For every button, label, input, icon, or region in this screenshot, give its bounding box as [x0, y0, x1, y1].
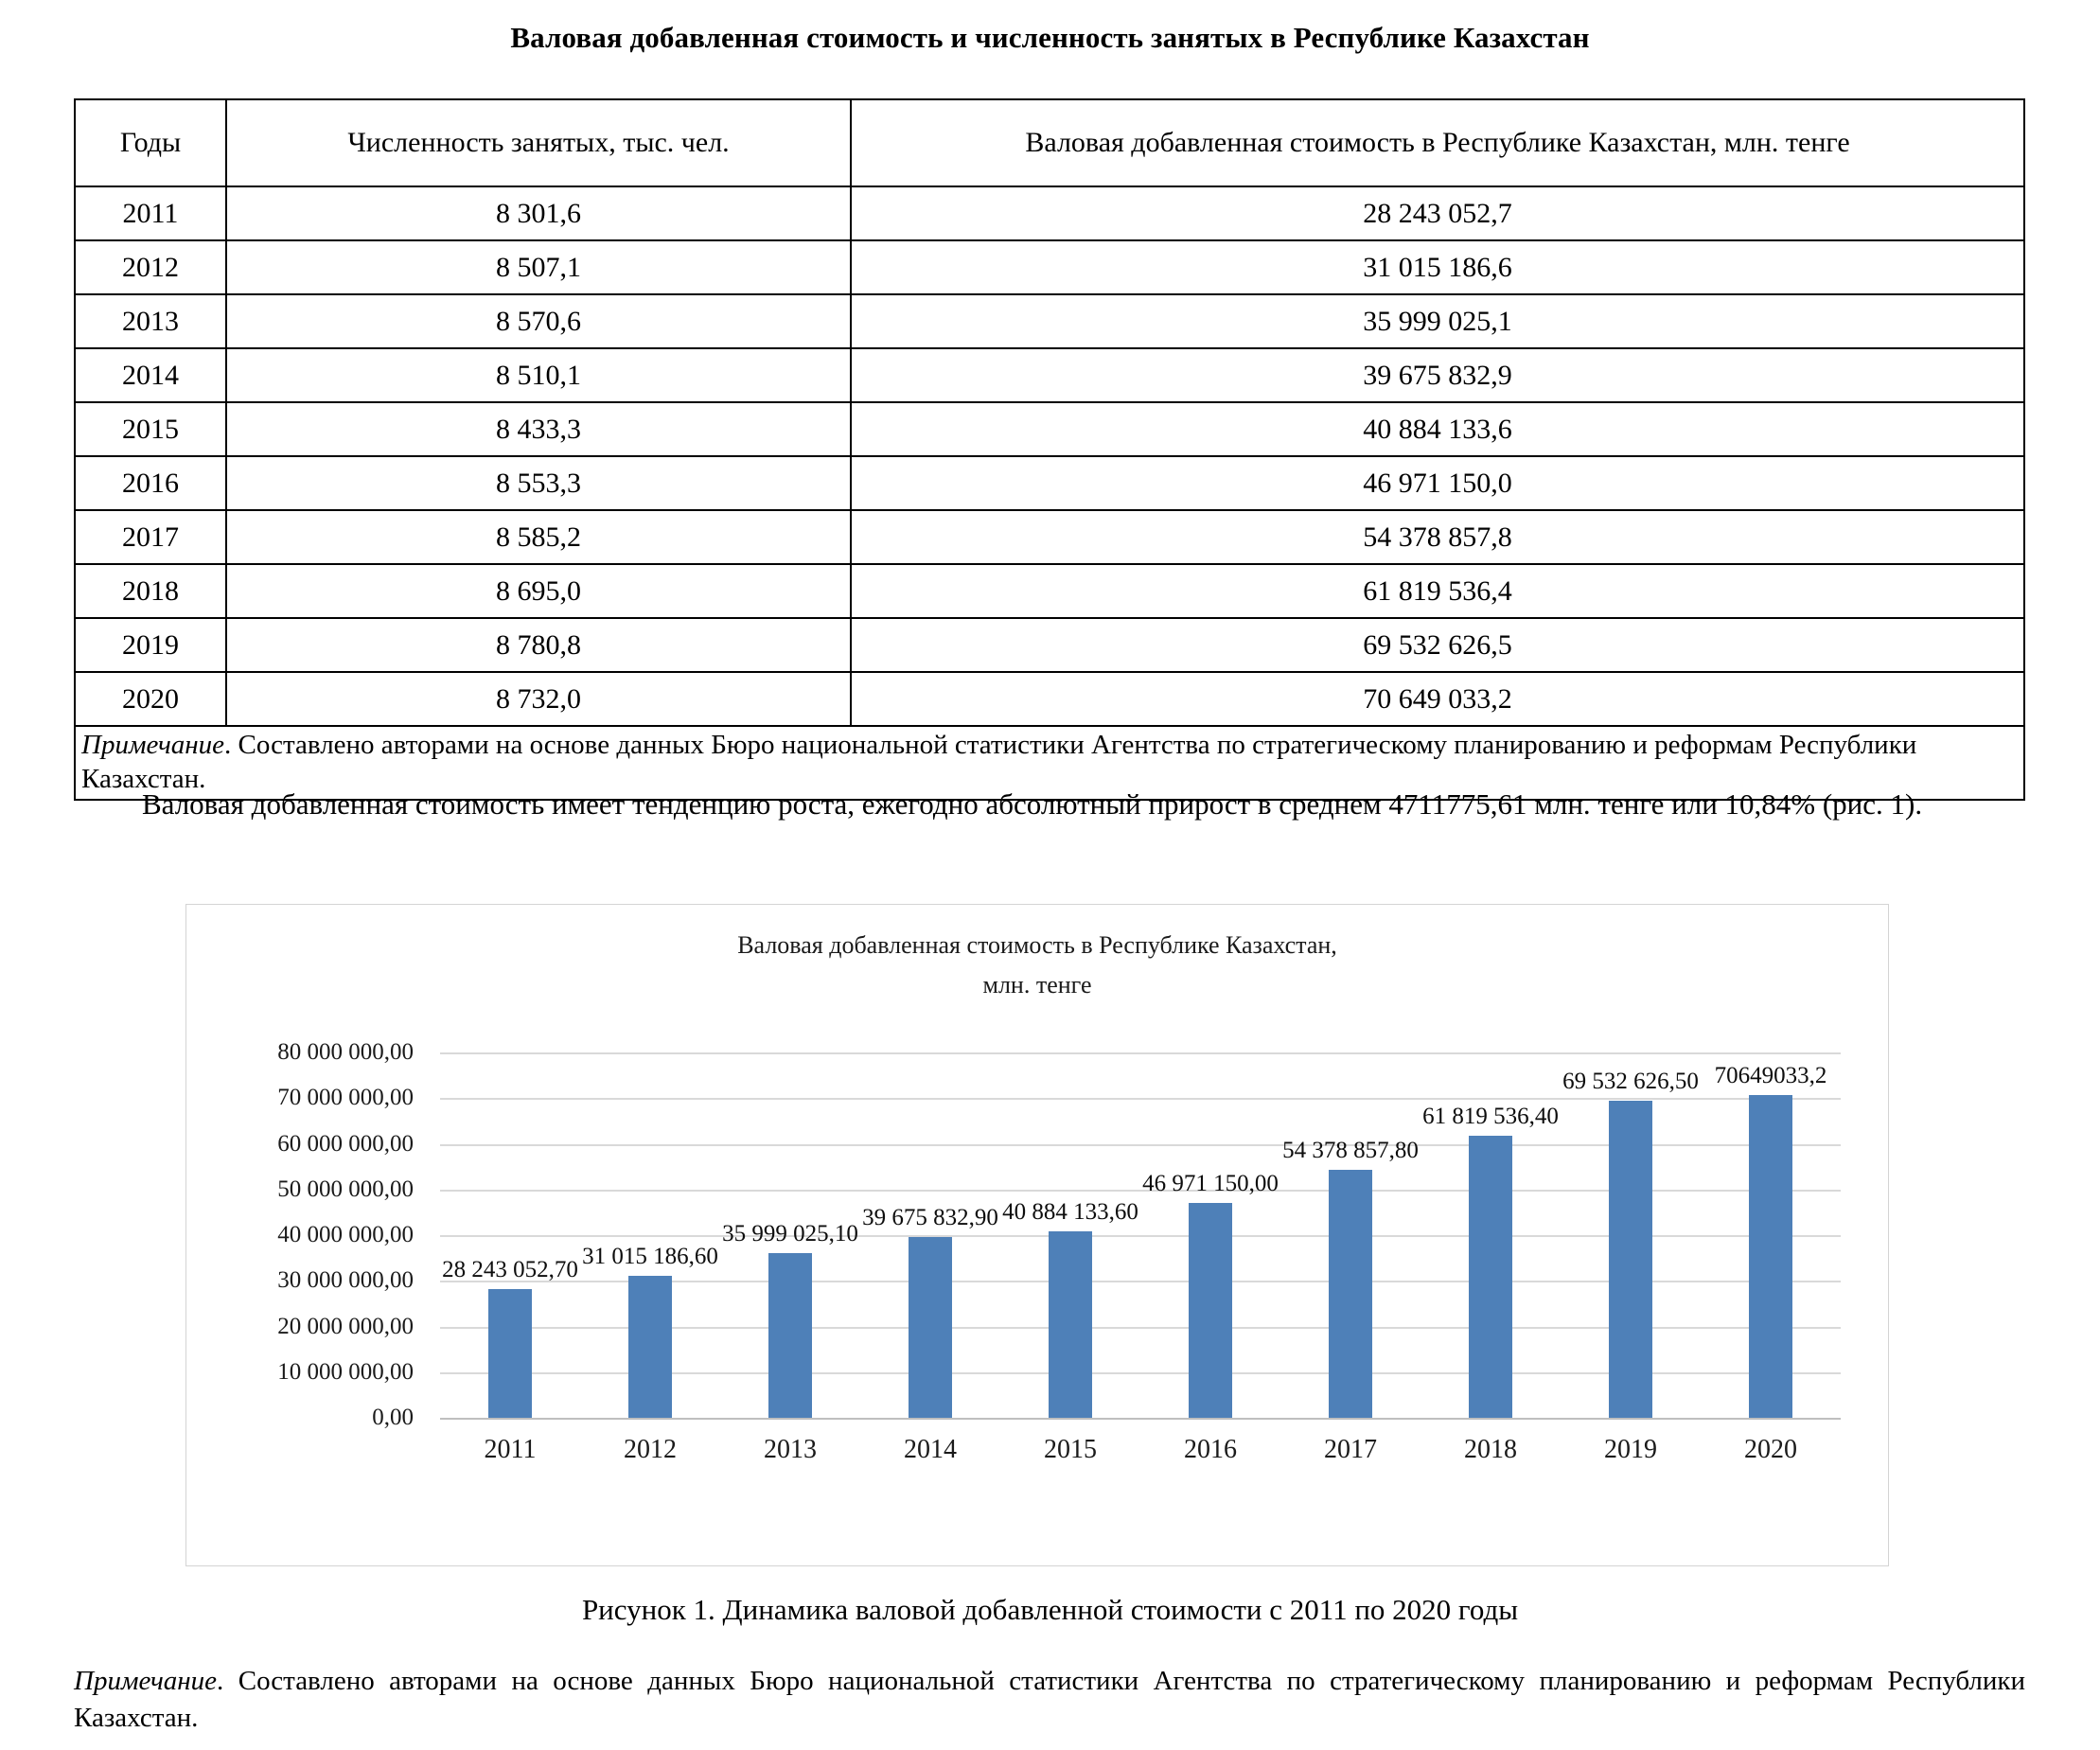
chart-y-tick-label: 40 000 000,00 — [277, 1222, 414, 1247]
chart-bar[interactable] — [1189, 1203, 1232, 1418]
cell-employment: 8 570,6 — [226, 294, 851, 348]
table-row — [75, 510, 2024, 564]
chart-title — [186, 926, 1888, 1005]
cell-gva: 35 999 025,1 — [851, 294, 2024, 348]
cell-year: 2011 — [75, 186, 226, 240]
bottom-note — [74, 1663, 2025, 1737]
table-note-text: . Составлено авторами на основе данных Бюро национальной статистики Агентства по стратегическому планированию и реформам Республики Казахстан. — [81, 730, 1917, 794]
table-note-emphasis: Примечание — [81, 730, 225, 760]
chart-bar-value-label: 28 243 052,70 — [442, 1256, 578, 1282]
chart-bar-slot — [720, 1052, 860, 1418]
chart-bar-value-label: 40 884 133,60 — [1002, 1198, 1138, 1225]
chart-title-line2: млн. тенге — [982, 971, 1092, 999]
table-row — [75, 294, 2024, 348]
chart-x-tick-label: 2020 — [1744, 1435, 1797, 1464]
chart-x-tick-label: 2019 — [1604, 1435, 1657, 1464]
chart-bar-value-label: 35 999 025,10 — [722, 1221, 858, 1247]
chart-x-tick-label: 2011 — [484, 1435, 537, 1464]
column-header-employment: Численность занятых, тыс. чел. — [226, 99, 851, 186]
chart-bar[interactable] — [1329, 1170, 1372, 1418]
cell-employment: 8 301,6 — [226, 186, 851, 240]
chart-x-tick-label: 2015 — [1044, 1435, 1097, 1464]
chart-bar-value-label: 69 532 626,50 — [1562, 1068, 1699, 1094]
table-row — [75, 240, 2024, 294]
cell-year: 2019 — [75, 618, 226, 672]
cell-employment: 8 695,0 — [226, 564, 851, 618]
table-row — [75, 564, 2024, 618]
chart-bar-slot — [1140, 1052, 1280, 1418]
chart-bar-slot — [580, 1052, 720, 1418]
column-header-years: Годы — [75, 99, 226, 186]
chart-bars — [440, 1052, 1841, 1418]
chart-bar[interactable] — [909, 1237, 952, 1418]
cell-year: 2016 — [75, 456, 226, 510]
cell-gva: 31 015 186,6 — [851, 240, 2024, 294]
chart-bar[interactable] — [1049, 1231, 1092, 1418]
chart-bar-slot — [1561, 1052, 1701, 1418]
cell-gva: 70 649 033,2 — [851, 672, 2024, 726]
cell-year: 2014 — [75, 348, 226, 402]
cell-year: 2013 — [75, 294, 226, 348]
chart-bar-slot — [860, 1052, 1000, 1418]
chart-y-tick-label: 70 000 000,00 — [277, 1085, 414, 1111]
table-row — [75, 402, 2024, 456]
chart-bar[interactable] — [768, 1253, 812, 1418]
chart-bar[interactable] — [1609, 1101, 1652, 1418]
cell-year: 2020 — [75, 672, 226, 726]
cell-year: 2018 — [75, 564, 226, 618]
chart-bar-value-label: 54 378 857,80 — [1282, 1137, 1419, 1163]
bottom-note-text: . Составлено авторами на основе данных Бюро национальной статистики Агентства по стратегическому планированию и реформам Республики Казахстан. — [74, 1666, 2025, 1734]
cell-employment: 8 507,1 — [226, 240, 851, 294]
chart-bar-slot — [1280, 1052, 1421, 1418]
chart-bar-slot — [1000, 1052, 1140, 1418]
chart-y-tick-label: 50 000 000,00 — [277, 1176, 414, 1202]
chart-bar-value-label: 46 971 150,00 — [1142, 1171, 1279, 1197]
table-row — [75, 618, 2024, 672]
chart-y-tick-label: 80 000 000,00 — [277, 1039, 414, 1065]
figure-caption: Рисунок 1. Динамика валовой добавленной стоимости с 2011 по 2020 годы — [581, 1593, 1519, 1626]
cell-employment: 8 585,2 — [226, 510, 851, 564]
chart-x-axis-line — [440, 1418, 1841, 1420]
chart-x-axis-labels — [440, 1435, 1841, 1465]
table-row — [75, 456, 2024, 510]
cell-employment: 8 780,8 — [226, 618, 851, 672]
cell-employment: 8 553,3 — [226, 456, 851, 510]
chart-bar-value-label: 70649033,2 — [1714, 1063, 1827, 1089]
table-row — [75, 672, 2024, 726]
column-header-gva: Валовая добавленная стоимость в Республике Казахстан, млн. тенге — [851, 99, 2024, 186]
chart-y-tick-label: 20 000 000,00 — [277, 1313, 414, 1339]
chart-x-tick-label: 2018 — [1464, 1435, 1517, 1464]
statistics-table — [74, 98, 2025, 801]
table-header-row — [75, 99, 2024, 186]
chart-y-axis — [186, 1039, 421, 1430]
chart-y-tick-label: 60 000 000,00 — [277, 1130, 414, 1157]
cell-gva: 40 884 133,6 — [851, 402, 2024, 456]
chart-bar-value-label: 61 819 536,40 — [1422, 1103, 1559, 1129]
body-paragraph: Валовая добавленная стоимость имеет тенденцию роста, ежегодно абсолютный прирост в среднем 4711775,61 млн. тенге или 10,84% (рис. 1). — [142, 787, 1923, 821]
figure-chart — [185, 904, 1889, 1566]
cell-year: 2017 — [75, 510, 226, 564]
chart-x-tick-label: 2014 — [904, 1435, 957, 1464]
chart-bar-slot — [440, 1052, 580, 1418]
chart-y-tick-label: 30 000 000,00 — [277, 1267, 414, 1294]
cell-gva: 61 819 536,4 — [851, 564, 2024, 618]
cell-gva: 39 675 832,9 — [851, 348, 2024, 402]
chart-bar[interactable] — [1749, 1095, 1792, 1418]
cell-gva: 28 243 052,7 — [851, 186, 2024, 240]
chart-bar[interactable] — [488, 1289, 532, 1418]
chart-bar-value-label: 39 675 832,90 — [862, 1204, 998, 1230]
page-title: Валовая добавленная стоимость и численность занятых в Республике Казахстан — [510, 21, 1590, 54]
chart-bar[interactable] — [628, 1276, 672, 1418]
cell-employment: 8 510,1 — [226, 348, 851, 402]
chart-x-tick-label: 2016 — [1184, 1435, 1237, 1464]
chart-x-tick-label: 2017 — [1324, 1435, 1377, 1464]
cell-gva: 69 532 626,5 — [851, 618, 2024, 672]
chart-y-tick-label: 10 000 000,00 — [277, 1358, 414, 1385]
table-row — [75, 186, 2024, 240]
table-body — [75, 186, 2024, 726]
chart-bar-value-label: 31 015 186,60 — [582, 1244, 718, 1270]
chart-title-line1: Валовая добавленная стоимость в Республике Казахстан, — [737, 931, 1337, 959]
bottom-note-emphasis: Примечание — [74, 1666, 218, 1696]
chart-x-tick-label: 2013 — [764, 1435, 817, 1464]
chart-x-tick-label: 2012 — [624, 1435, 677, 1464]
table-row — [75, 348, 2024, 402]
chart-bar[interactable] — [1469, 1136, 1512, 1418]
chart-bar-slot — [1421, 1052, 1561, 1418]
chart-y-tick-label: 0,00 — [372, 1405, 414, 1430]
cell-employment: 8 433,3 — [226, 402, 851, 456]
cell-gva: 54 378 857,8 — [851, 510, 2024, 564]
cell-year: 2015 — [75, 402, 226, 456]
cell-gva: 46 971 150,0 — [851, 456, 2024, 510]
cell-year: 2012 — [75, 240, 226, 294]
chart-bar-slot — [1701, 1052, 1841, 1418]
cell-employment: 8 732,0 — [226, 672, 851, 726]
